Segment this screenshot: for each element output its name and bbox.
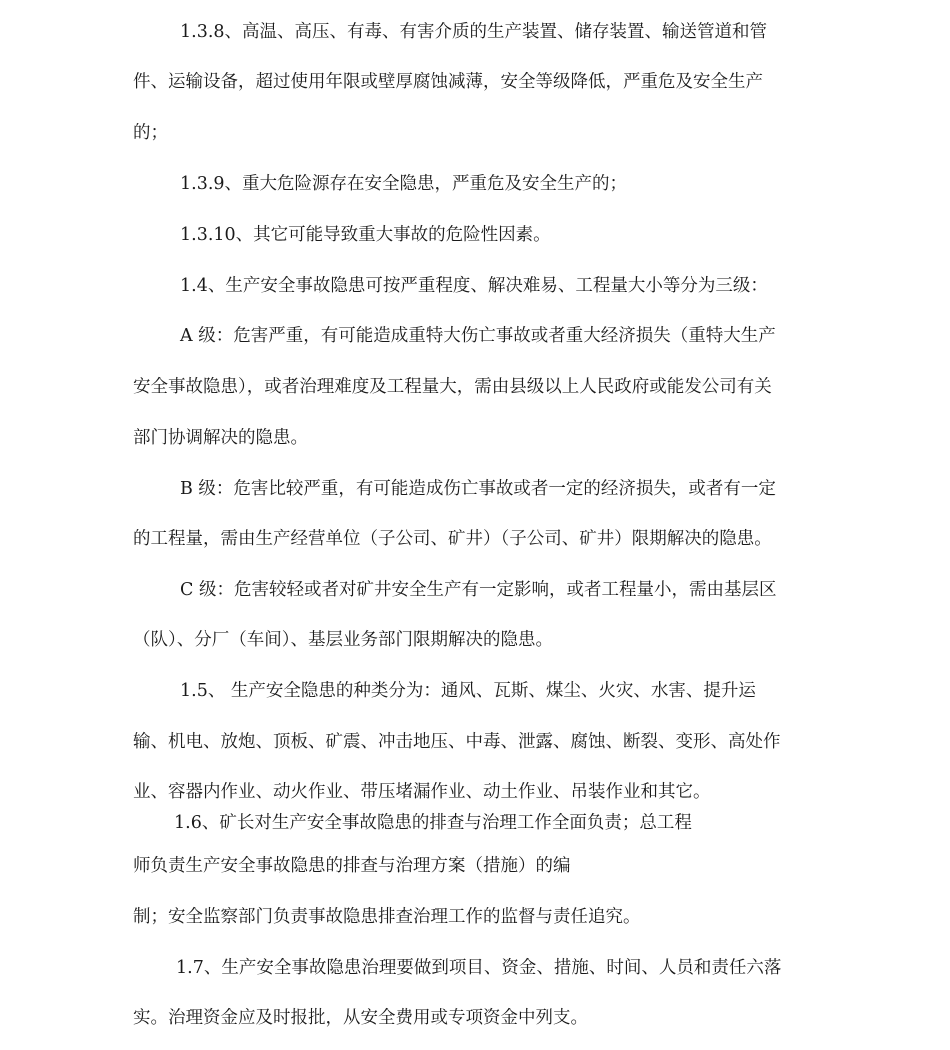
text-line: 实。治理资金应及时报批，从安全费用或专项资金中列支。 — [133, 1008, 588, 1028]
text-line: 的； — [133, 123, 168, 143]
text-line-level-c: C 级：危害较轻或者对矿井安全生产有一定影响，或者工程量小，需由基层区 — [180, 580, 777, 600]
text-line: 安全事故隐患），或者治理难度及工程量大，需由县级以上人民政府或能发公司有关 — [133, 377, 772, 397]
text-line-level-b: B 级：危害比较严重，有可能造成伤亡事故或者一定的经济损失，或者有一定 — [180, 479, 776, 499]
text-line: 部门协调解决的隐患。 — [133, 428, 308, 448]
text-line-level-a: A 级：危害严重，有可能造成重特大伤亡事故或者重大经济损失（重特大生产 — [180, 326, 776, 346]
text-line: 制；安全监察部门负责事故隐患排查治理工作的监督与责任追究。 — [133, 907, 641, 927]
text-line: 件、运输设备，超过使用年限或壁厚腐蚀减薄，安全等级降低，严重危及安全生产 — [133, 72, 763, 92]
text-line-1-3-10: 1.3.10、其它可能导致重大事故的危险性因素。 — [180, 225, 551, 245]
text-line-1-3-8: 1.3.8、高温、高压、有毒、有害介质的生产装置、储存装置、输送管道和管 — [180, 22, 768, 42]
text-line-1-3-9: 1.3.9、重大危险源存在安全隐患，严重危及安全生产的； — [180, 174, 628, 194]
text-line-1-5: 1.5、 生产安全隐患的种类分为：通风、瓦斯、煤尘、火灾、水害、提升运 — [180, 681, 756, 701]
text-line: （队）、分厂（车间）、基层业务部门限期解决的隐患。 — [133, 630, 553, 650]
text-line: 的工程量，需由生产经营单位（子公司、矿井）（子公司、矿井）限期解决的隐患。 — [133, 529, 772, 549]
text-line-1-6: 1.6、矿长对生产安全事故隐患的排查与治理工作全面负责；总工程 — [174, 813, 692, 833]
text-line: 业、容器内作业、动火作业、带压堵漏作业、动土作业、吊装作业和其它。 — [133, 782, 711, 802]
text-line: 输、机电、放炮、顶板、矿震、冲击地压、中毒、泄露、腐蚀、断裂、变形、高处作 — [133, 732, 781, 752]
text-line-1-4: 1.4、生产安全事故隐患可按严重程度、解决难易、工程量大小等分为三级： — [180, 276, 768, 296]
text-line-1-7: 1.7、生产安全事故隐患治理要做到项目、资金、措施、时间、人员和责任六落 — [176, 958, 782, 978]
text-line: 师负责生产安全事故隐患的排查与治理方案（措施）的编 — [133, 856, 571, 876]
